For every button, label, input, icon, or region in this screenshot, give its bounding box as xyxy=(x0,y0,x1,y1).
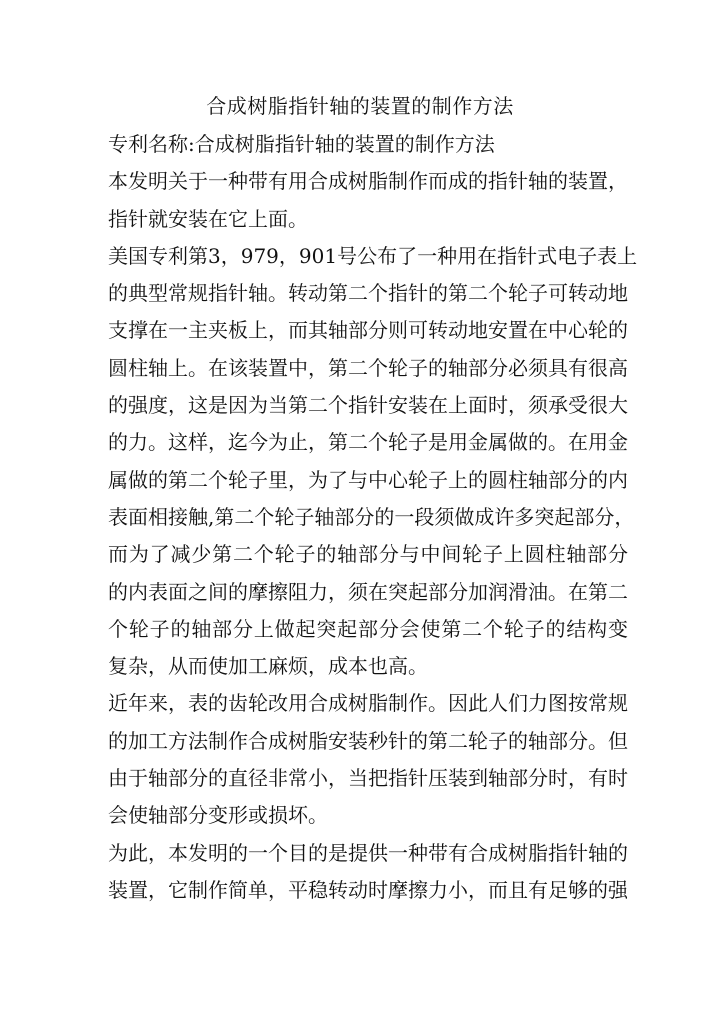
text-line: 近年来，表的齿轮改用合成树脂制作。因此人们力图按常规 xyxy=(108,691,628,716)
text-line: 属做的第二个轮子里，为了与中心轮子上的圆柱轴部分的内 xyxy=(108,467,628,492)
text-line: 的加工方法制作合成树脂安装秒针的第二轮子的轴部分。但 xyxy=(108,728,628,753)
text-line: 为此，本发明的一个目的是提供一种带有合成树脂指针轴的 xyxy=(108,840,628,865)
text-line: 个轮子的轴部分上做起突起部分会使第二个轮子的结构变 xyxy=(108,616,628,641)
document-title: 合成树脂指针轴的装置的制作方法 xyxy=(206,94,514,118)
text-line: 而为了减少第二个轮子的轴部分与中间轮子上圆柱轴部分 xyxy=(108,542,628,567)
text-line-patent-name: 专利名称:合成树脂指针轴的装置的制作方法 xyxy=(108,132,495,156)
text-line: 的典型常规指针轴。转动第二个指针的第二个轮子可转动地 xyxy=(108,281,628,306)
text-line: 美国专利第3，979，901号公布了一种用在指针式电子表上 xyxy=(108,243,638,268)
text-line: 的内表面之间的摩擦阻力，须在突起部分加润滑油。在第二 xyxy=(108,579,628,604)
text-line: 的力。这样，迄今为止，第二个轮子是用金属做的。在用金 xyxy=(108,430,628,455)
text-line: 圆柱轴上。在该装置中，第二个轮子的轴部分必须具有很高 xyxy=(108,355,628,380)
text-line: 支撑在一主夹板上，而其轴部分则可转动地安置在中心轮的 xyxy=(108,318,628,343)
text-line: 由于轴部分的直径非常小，当把指针压装到轴部分时，有时 xyxy=(108,766,628,791)
text-line: 表面相接触,第二个轮子轴部分的一段须做成许多突起部分， xyxy=(108,504,635,529)
text-line: 复杂，从而使加工麻烦，成本也高。 xyxy=(108,654,428,679)
text-line: 的强度，这是因为当第二个指针安装在上面时，须承受很大 xyxy=(108,393,628,418)
text-line: 指针就安装在它上面。 xyxy=(108,206,308,231)
text-line: 本发明关于一种带有用合成树脂制作而成的指针轴的装置， xyxy=(108,169,628,194)
text-line: 装置，它制作简单，平稳转动时摩擦力小，而且有足够的强 xyxy=(108,877,628,902)
text-line: 会使轴部分变形或损坏。 xyxy=(108,803,328,828)
document-body xyxy=(108,126,638,909)
